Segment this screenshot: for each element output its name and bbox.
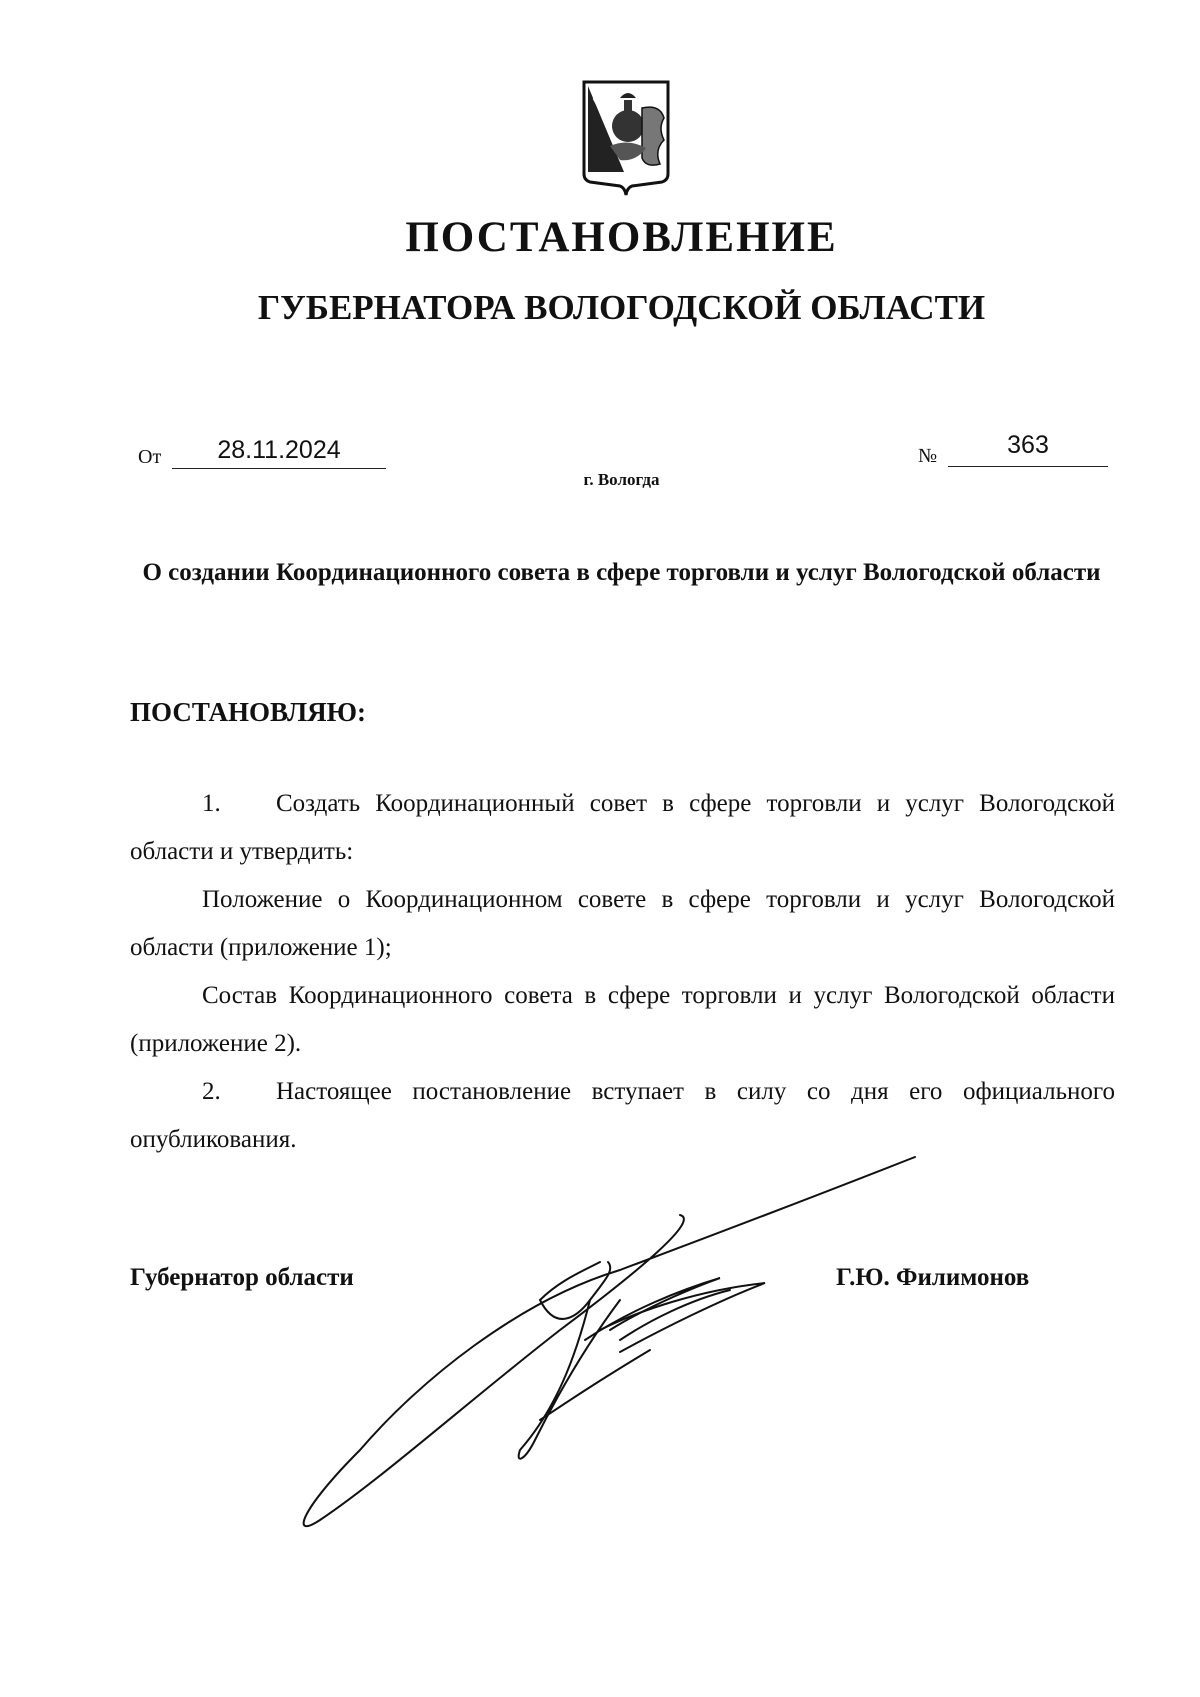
city: г. Вологда	[583, 470, 660, 489]
number-label: №	[918, 445, 938, 467]
document-subject: О создании Координационного совета в сфере торговли и услуг Вологодской области	[142, 559, 1101, 586]
paragraph-item-1	[130, 780, 1115, 876]
coat-of-arms-icon	[580, 78, 672, 196]
item-number: 2.	[202, 1078, 221, 1105]
paragraph-item-2	[130, 1068, 1115, 1164]
number-value: 363	[948, 430, 1108, 467]
item-number: 1.	[202, 790, 221, 817]
document-body	[130, 780, 1115, 1164]
paragraph-text: Настоящее постановление вступает в силу со дня его официального опубликования.	[130, 1078, 1115, 1153]
date-value: 28.11.2024	[172, 436, 386, 469]
paragraph-text: Состав Координационного совета в сфере торговли и услуг Вологодской области (приложение 2).	[130, 982, 1115, 1057]
resolve-heading: ПОСТАНОВЛЯЮ:	[130, 697, 366, 727]
signatory-position: Губернатор области	[130, 1264, 354, 1291]
paragraph-text: Создать Координационный совет в сфере торговли и услуг Вологодской области и утвердить:	[130, 790, 1115, 865]
document-title: ПОСТАНОВЛЕНИЕ	[405, 214, 838, 261]
document-subtitle: ГУБЕРНАТОРА ВОЛОГОДСКОЙ ОБЛАСТИ	[257, 288, 986, 327]
signatory-name: Г.Ю. Филимонов	[836, 1264, 1030, 1291]
date-label: От	[138, 446, 162, 468]
paragraph-item-1a	[130, 876, 1115, 972]
paragraph-text: Положение о Координационном совете в сфере торговли и услуг Вологодской области (приложение 1);	[130, 886, 1115, 961]
paragraph-item-1b	[130, 972, 1115, 1068]
